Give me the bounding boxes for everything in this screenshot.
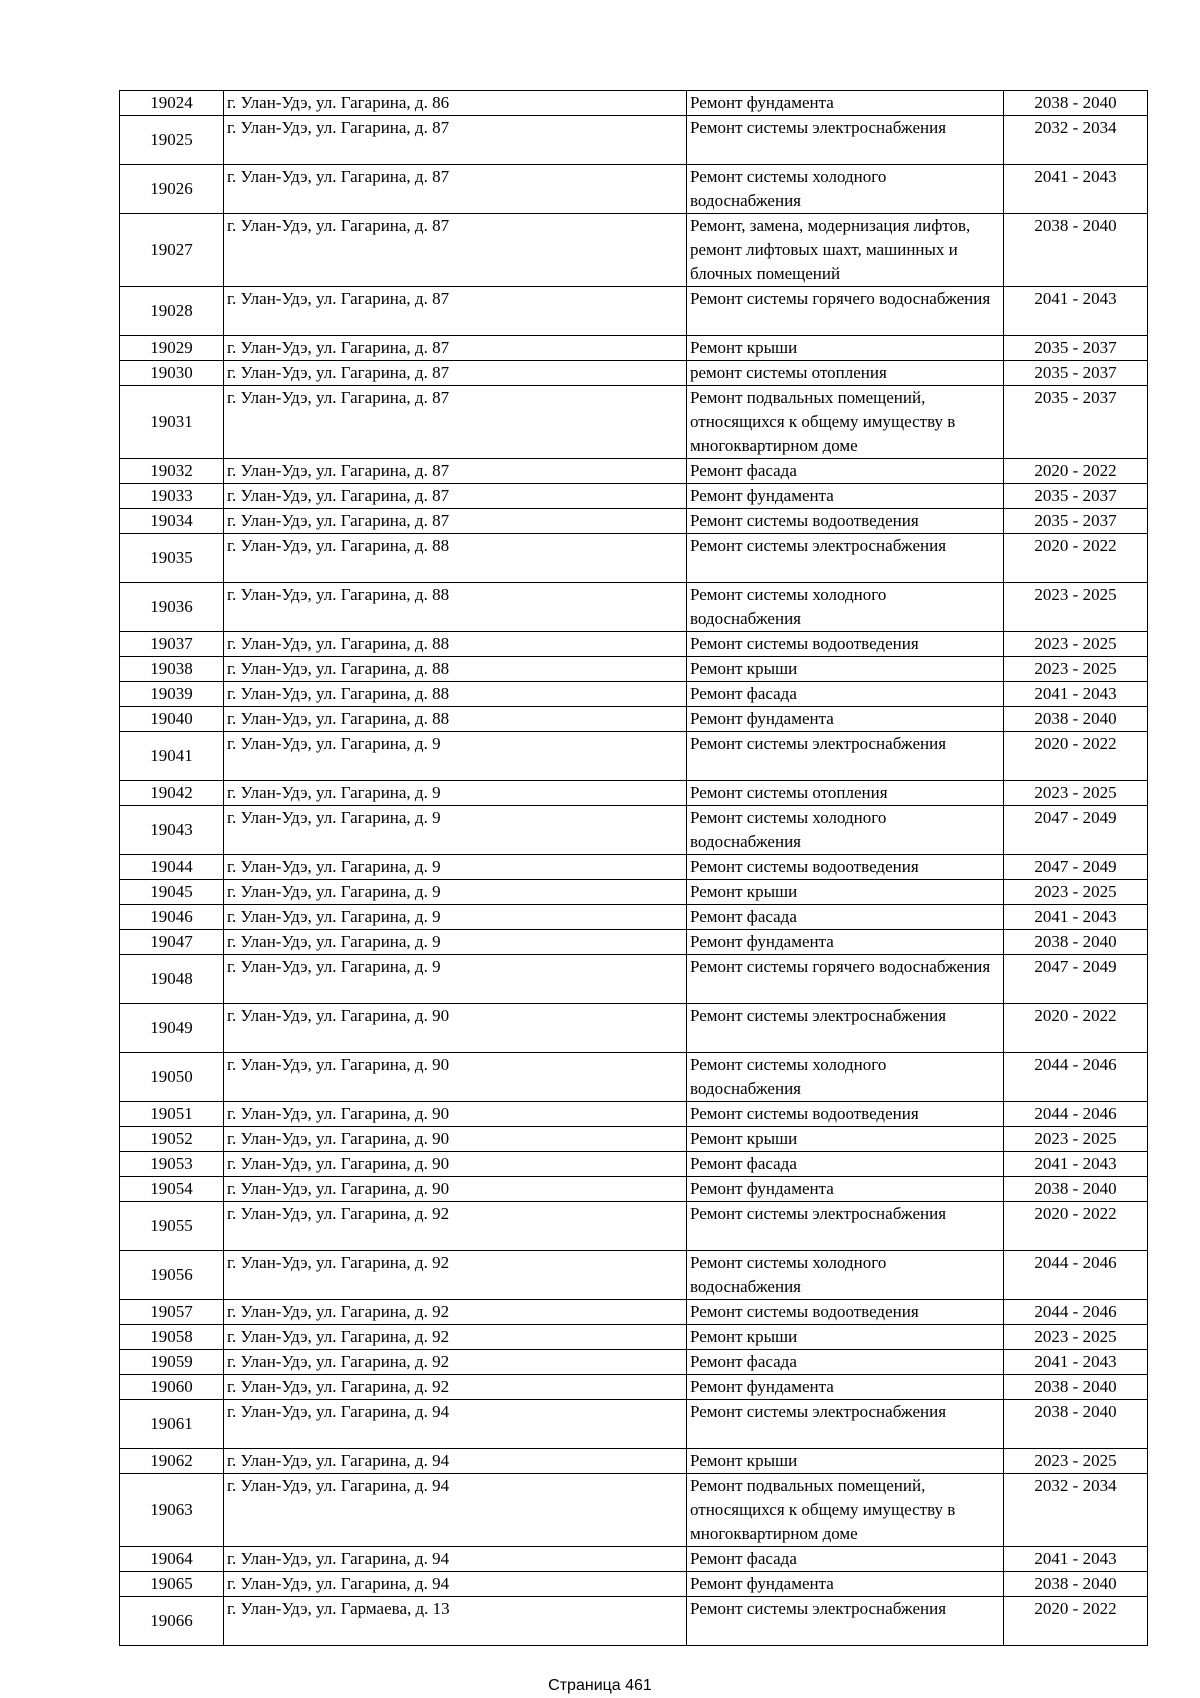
address-cell: г. Улан-Удэ, ул. Гагарина, д. 90 (224, 1053, 687, 1102)
work-type-cell: Ремонт крыши (687, 1325, 1004, 1350)
work-type-cell: Ремонт системы водоотведения (687, 1102, 1004, 1127)
period-cell: 2032 - 2034 (1004, 1474, 1148, 1547)
table-row (120, 806, 1148, 855)
address-cell: г. Улан-Удэ, ул. Гагарина, д. 90 (224, 1004, 687, 1053)
period-cell: 2023 - 2025 (1004, 1325, 1148, 1350)
address-cell: г. Улан-Удэ, ул. Гагарина, д. 88 (224, 682, 687, 707)
table-row (120, 1449, 1148, 1474)
period-cell: 2023 - 2025 (1004, 1449, 1148, 1474)
address-cell: г. Улан-Удэ, ул. Гагарина, д. 88 (224, 534, 687, 583)
table-row (120, 1053, 1148, 1102)
work-type-cell: Ремонт крыши (687, 336, 1004, 361)
record-number-cell: 19063 (120, 1474, 224, 1547)
period-cell: 2023 - 2025 (1004, 583, 1148, 632)
record-number-cell: 19040 (120, 707, 224, 732)
period-cell: 2035 - 2037 (1004, 386, 1148, 459)
table-row (120, 1325, 1148, 1350)
table-row (120, 1572, 1148, 1597)
period-cell: 2047 - 2049 (1004, 806, 1148, 855)
work-type-cell: Ремонт системы отопления (687, 781, 1004, 806)
period-cell: 2023 - 2025 (1004, 632, 1148, 657)
work-type-cell: Ремонт системы холодного водоснабжения (687, 1251, 1004, 1300)
record-number-cell: 19024 (120, 91, 224, 116)
work-type-cell: ремонт системы отопления (687, 361, 1004, 386)
work-type-cell: Ремонт фундамента (687, 1375, 1004, 1400)
record-number-cell: 19065 (120, 1572, 224, 1597)
period-cell: 2020 - 2022 (1004, 1597, 1148, 1646)
address-cell: г. Улан-Удэ, ул. Гагарина, д. 88 (224, 657, 687, 682)
address-cell: г. Улан-Удэ, ул. Гагарина, д. 9 (224, 732, 687, 781)
table-row (120, 534, 1148, 583)
record-number-cell: 19052 (120, 1127, 224, 1152)
period-cell: 2038 - 2040 (1004, 930, 1148, 955)
period-cell: 2047 - 2049 (1004, 955, 1148, 1004)
address-cell: г. Улан-Удэ, ул. Гагарина, д. 87 (224, 165, 687, 214)
work-type-cell: Ремонт фасада (687, 1152, 1004, 1177)
repair-schedule-table (119, 90, 1148, 1646)
period-cell: 2038 - 2040 (1004, 1375, 1148, 1400)
period-cell: 2041 - 2043 (1004, 682, 1148, 707)
table-row (120, 1300, 1148, 1325)
address-cell: г. Улан-Удэ, ул. Гагарина, д. 94 (224, 1400, 687, 1449)
work-type-cell: Ремонт системы электроснабжения (687, 1400, 1004, 1449)
address-cell: г. Улан-Удэ, ул. Гагарина, д. 87 (224, 459, 687, 484)
table-row (120, 287, 1148, 336)
record-number-cell: 19062 (120, 1449, 224, 1474)
address-cell: г. Улан-Удэ, ул. Гармаева, д. 13 (224, 1597, 687, 1646)
table-row (120, 165, 1148, 214)
address-cell: г. Улан-Удэ, ул. Гагарина, д. 90 (224, 1152, 687, 1177)
table-row (120, 1152, 1148, 1177)
table-row (120, 1547, 1148, 1572)
work-type-cell: Ремонт системы электроснабжения (687, 1202, 1004, 1251)
table-row (120, 361, 1148, 386)
record-number-cell: 19049 (120, 1004, 224, 1053)
address-cell: г. Улан-Удэ, ул. Гагарина, д. 87 (224, 214, 687, 287)
address-cell: г. Улан-Удэ, ул. Гагарина, д. 92 (224, 1202, 687, 1251)
address-cell: г. Улан-Удэ, ул. Гагарина, д. 94 (224, 1474, 687, 1547)
table-row (120, 336, 1148, 361)
work-type-cell: Ремонт системы водоотведения (687, 632, 1004, 657)
work-type-cell: Ремонт фасада (687, 905, 1004, 930)
period-cell: 2020 - 2022 (1004, 459, 1148, 484)
period-cell: 2038 - 2040 (1004, 91, 1148, 116)
work-type-cell: Ремонт фасада (687, 1547, 1004, 1572)
address-cell: г. Улан-Удэ, ул. Гагарина, д. 87 (224, 116, 687, 165)
table-row (120, 1177, 1148, 1202)
record-number-cell: 19061 (120, 1400, 224, 1449)
work-type-cell: Ремонт системы горячего водоснабжения (687, 955, 1004, 1004)
table-row (120, 116, 1148, 165)
work-type-cell: Ремонт фундамента (687, 707, 1004, 732)
record-number-cell: 19042 (120, 781, 224, 806)
table-row (120, 386, 1148, 459)
table-row (120, 583, 1148, 632)
table-row (120, 1474, 1148, 1547)
record-number-cell: 19054 (120, 1177, 224, 1202)
record-number-cell: 19051 (120, 1102, 224, 1127)
record-number-cell: 19043 (120, 806, 224, 855)
period-cell: 2041 - 2043 (1004, 1152, 1148, 1177)
table-row (120, 1350, 1148, 1375)
period-cell: 2038 - 2040 (1004, 707, 1148, 732)
table-row (120, 91, 1148, 116)
work-type-cell: Ремонт системы электроснабжения (687, 534, 1004, 583)
work-type-cell: Ремонт подвальных помещений, относящихся к общему имуществу в многоквартирном доме (687, 386, 1004, 459)
address-cell: г. Улан-Удэ, ул. Гагарина, д. 9 (224, 855, 687, 880)
period-cell: 2044 - 2046 (1004, 1300, 1148, 1325)
address-cell: г. Улан-Удэ, ул. Гагарина, д. 90 (224, 1102, 687, 1127)
table-row (120, 214, 1148, 287)
address-cell: г. Улан-Удэ, ул. Гагарина, д. 90 (224, 1127, 687, 1152)
work-type-cell: Ремонт фасада (687, 682, 1004, 707)
table-row (120, 632, 1148, 657)
record-number-cell: 19041 (120, 732, 224, 781)
record-number-cell: 19046 (120, 905, 224, 930)
table-row (120, 459, 1148, 484)
period-cell: 2020 - 2022 (1004, 1004, 1148, 1053)
table-body (120, 91, 1148, 1646)
work-type-cell: Ремонт системы холодного водоснабжения (687, 165, 1004, 214)
address-cell: г. Улан-Удэ, ул. Гагарина, д. 92 (224, 1350, 687, 1375)
work-type-cell: Ремонт фундамента (687, 484, 1004, 509)
period-cell: 2044 - 2046 (1004, 1102, 1148, 1127)
record-number-cell: 19030 (120, 361, 224, 386)
table-row (120, 930, 1148, 955)
address-cell: г. Улан-Удэ, ул. Гагарина, д. 9 (224, 930, 687, 955)
address-cell: г. Улан-Удэ, ул. Гагарина, д. 87 (224, 287, 687, 336)
work-type-cell: Ремонт фундамента (687, 91, 1004, 116)
table-row (120, 880, 1148, 905)
work-type-cell: Ремонт системы электроснабжения (687, 1004, 1004, 1053)
period-cell: 2035 - 2037 (1004, 336, 1148, 361)
address-cell: г. Улан-Удэ, ул. Гагарина, д. 87 (224, 484, 687, 509)
period-cell: 2041 - 2043 (1004, 1547, 1148, 1572)
work-type-cell: Ремонт фундамента (687, 930, 1004, 955)
table-row (120, 781, 1148, 806)
record-number-cell: 19053 (120, 1152, 224, 1177)
record-number-cell: 19048 (120, 955, 224, 1004)
work-type-cell: Ремонт крыши (687, 880, 1004, 905)
page-number: Страница 461 (548, 1677, 652, 1694)
record-number-cell: 19060 (120, 1375, 224, 1400)
address-cell: г. Улан-Удэ, ул. Гагарина, д. 87 (224, 386, 687, 459)
work-type-cell: Ремонт крыши (687, 1449, 1004, 1474)
record-number-cell: 19033 (120, 484, 224, 509)
period-cell: 2020 - 2022 (1004, 534, 1148, 583)
period-cell: 2044 - 2046 (1004, 1251, 1148, 1300)
work-type-cell: Ремонт системы водоотведения (687, 855, 1004, 880)
record-number-cell: 19028 (120, 287, 224, 336)
work-type-cell: Ремонт фундамента (687, 1177, 1004, 1202)
record-number-cell: 19027 (120, 214, 224, 287)
address-cell: г. Улан-Удэ, ул. Гагарина, д. 87 (224, 336, 687, 361)
record-number-cell: 19064 (120, 1547, 224, 1572)
record-number-cell: 19031 (120, 386, 224, 459)
address-cell: г. Улан-Удэ, ул. Гагарина, д. 92 (224, 1300, 687, 1325)
address-cell: г. Улан-Удэ, ул. Гагарина, д. 92 (224, 1251, 687, 1300)
record-number-cell: 19032 (120, 459, 224, 484)
record-number-cell: 19058 (120, 1325, 224, 1350)
table-row (120, 1375, 1148, 1400)
record-number-cell: 19034 (120, 509, 224, 534)
address-cell: г. Улан-Удэ, ул. Гагарина, д. 94 (224, 1547, 687, 1572)
table-row (120, 707, 1148, 732)
period-cell: 2047 - 2049 (1004, 855, 1148, 880)
address-cell: г. Улан-Удэ, ул. Гагарина, д. 92 (224, 1325, 687, 1350)
record-number-cell: 19029 (120, 336, 224, 361)
period-cell: 2041 - 2043 (1004, 1350, 1148, 1375)
period-cell: 2035 - 2037 (1004, 509, 1148, 534)
table-row (120, 1251, 1148, 1300)
address-cell: г. Улан-Удэ, ул. Гагарина, д. 88 (224, 707, 687, 732)
record-number-cell: 19057 (120, 1300, 224, 1325)
period-cell: 2038 - 2040 (1004, 1572, 1148, 1597)
record-number-cell: 19050 (120, 1053, 224, 1102)
period-cell: 2035 - 2037 (1004, 361, 1148, 386)
work-type-cell: Ремонт системы холодного водоснабжения (687, 583, 1004, 632)
period-cell: 2020 - 2022 (1004, 1202, 1148, 1251)
table-row (120, 732, 1148, 781)
work-type-cell: Ремонт системы электроснабжения (687, 1597, 1004, 1646)
address-cell: г. Улан-Удэ, ул. Гагарина, д. 88 (224, 632, 687, 657)
record-number-cell: 19066 (120, 1597, 224, 1646)
table-row (120, 955, 1148, 1004)
record-number-cell: 19025 (120, 116, 224, 165)
table-row (120, 1127, 1148, 1152)
table-row (120, 905, 1148, 930)
period-cell: 2038 - 2040 (1004, 1177, 1148, 1202)
address-cell: г. Улан-Удэ, ул. Гагарина, д. 9 (224, 880, 687, 905)
record-number-cell: 19056 (120, 1251, 224, 1300)
work-type-cell: Ремонт фундамента (687, 1572, 1004, 1597)
table-row (120, 682, 1148, 707)
work-type-cell: Ремонт системы холодного водоснабжения (687, 1053, 1004, 1102)
period-cell: 2044 - 2046 (1004, 1053, 1148, 1102)
table-row (120, 509, 1148, 534)
record-number-cell: 19026 (120, 165, 224, 214)
address-cell: г. Улан-Удэ, ул. Гагарина, д. 9 (224, 781, 687, 806)
record-number-cell: 19045 (120, 880, 224, 905)
work-type-cell: Ремонт системы водоотведения (687, 1300, 1004, 1325)
work-type-cell: Ремонт фасада (687, 459, 1004, 484)
address-cell: г. Улан-Удэ, ул. Гагарина, д. 94 (224, 1449, 687, 1474)
period-cell: 2038 - 2040 (1004, 214, 1148, 287)
record-number-cell: 19059 (120, 1350, 224, 1375)
record-number-cell: 19047 (120, 930, 224, 955)
record-number-cell: 19055 (120, 1202, 224, 1251)
period-cell: 2023 - 2025 (1004, 1127, 1148, 1152)
work-type-cell: Ремонт системы горячего водоснабжения (687, 287, 1004, 336)
address-cell: г. Улан-Удэ, ул. Гагарина, д. 90 (224, 1177, 687, 1202)
period-cell: 2032 - 2034 (1004, 116, 1148, 165)
record-number-cell: 19044 (120, 855, 224, 880)
address-cell: г. Улан-Удэ, ул. Гагарина, д. 88 (224, 583, 687, 632)
period-cell: 2023 - 2025 (1004, 657, 1148, 682)
table-row (120, 484, 1148, 509)
work-type-cell: Ремонт системы электроснабжения (687, 116, 1004, 165)
table-row (120, 1202, 1148, 1251)
record-number-cell: 19035 (120, 534, 224, 583)
period-cell: 2041 - 2043 (1004, 905, 1148, 930)
address-cell: г. Улан-Удэ, ул. Гагарина, д. 86 (224, 91, 687, 116)
period-cell: 2023 - 2025 (1004, 781, 1148, 806)
work-type-cell: Ремонт фасада (687, 1350, 1004, 1375)
address-cell: г. Улан-Удэ, ул. Гагарина, д. 92 (224, 1375, 687, 1400)
work-type-cell: Ремонт системы электроснабжения (687, 732, 1004, 781)
table-row (120, 1400, 1148, 1449)
address-cell: г. Улан-Удэ, ул. Гагарина, д. 9 (224, 955, 687, 1004)
period-cell: 2020 - 2022 (1004, 732, 1148, 781)
table-row (120, 1597, 1148, 1646)
work-type-cell: Ремонт подвальных помещений, относящихся к общему имуществу в многоквартирном доме (687, 1474, 1004, 1547)
period-cell: 2038 - 2040 (1004, 1400, 1148, 1449)
period-cell: 2041 - 2043 (1004, 165, 1148, 214)
table-row (120, 1004, 1148, 1053)
period-cell: 2023 - 2025 (1004, 880, 1148, 905)
record-number-cell: 19037 (120, 632, 224, 657)
record-number-cell: 19036 (120, 583, 224, 632)
table-row (120, 657, 1148, 682)
address-cell: г. Улан-Удэ, ул. Гагарина, д. 9 (224, 806, 687, 855)
work-type-cell: Ремонт системы водоотведения (687, 509, 1004, 534)
record-number-cell: 19038 (120, 657, 224, 682)
address-cell: г. Улан-Удэ, ул. Гагарина, д. 94 (224, 1572, 687, 1597)
address-cell: г. Улан-Удэ, ул. Гагарина, д. 87 (224, 361, 687, 386)
work-type-cell: Ремонт, замена, модернизация лифтов, ремонт лифтовых шахт, машинных и блочных помещений (687, 214, 1004, 287)
period-cell: 2035 - 2037 (1004, 484, 1148, 509)
address-cell: г. Улан-Удэ, ул. Гагарина, д. 87 (224, 509, 687, 534)
work-type-cell: Ремонт системы холодного водоснабжения (687, 806, 1004, 855)
period-cell: 2041 - 2043 (1004, 287, 1148, 336)
work-type-cell: Ремонт крыши (687, 1127, 1004, 1152)
table-row (120, 1102, 1148, 1127)
address-cell: г. Улан-Удэ, ул. Гагарина, д. 9 (224, 905, 687, 930)
table-row (120, 855, 1148, 880)
record-number-cell: 19039 (120, 682, 224, 707)
work-type-cell: Ремонт крыши (687, 657, 1004, 682)
